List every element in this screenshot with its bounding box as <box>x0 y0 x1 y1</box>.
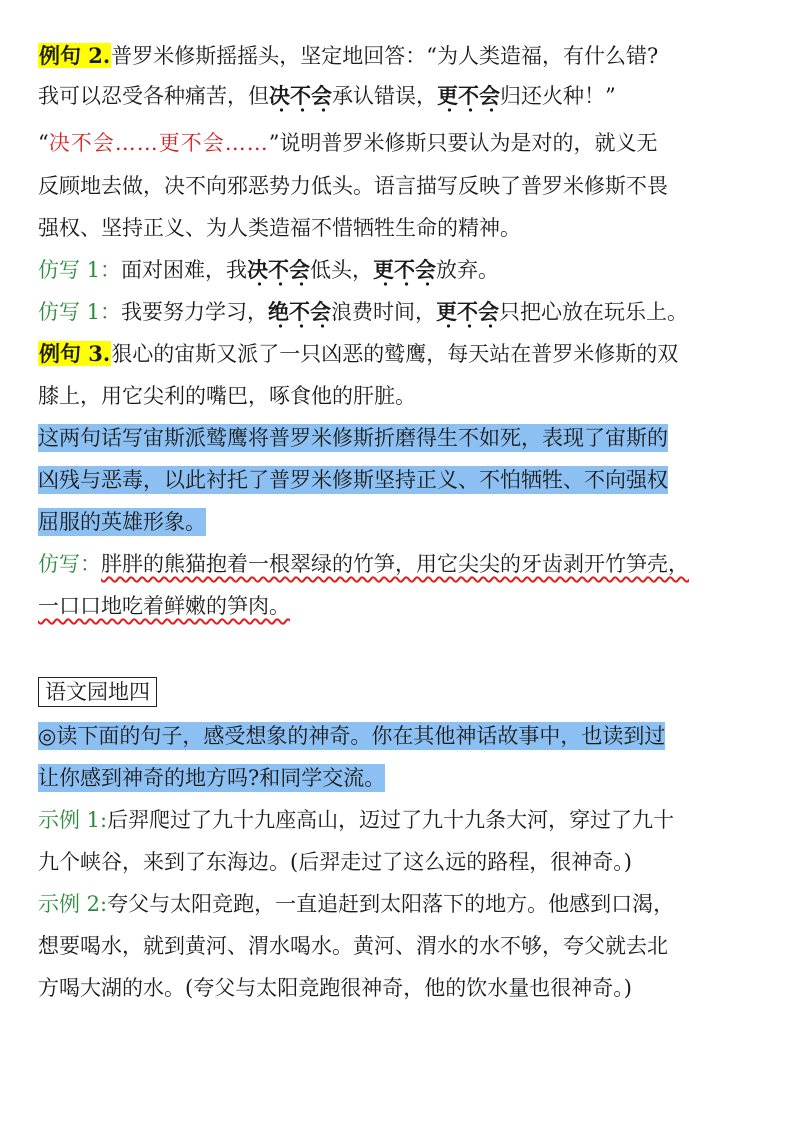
imitation-3-line-2 <box>38 590 290 620</box>
imitation-3-line-1 <box>38 548 689 578</box>
example-2-text-2e: 归还火种！” <box>500 84 616 108</box>
imitation-1-b: 决不会 <box>247 257 311 282</box>
section-title: 语文园地四 <box>38 677 157 707</box>
analysis-3-text-3: 屈服的英雄形象。 <box>38 510 206 534</box>
imitation-1-label: 仿写 1： <box>38 258 122 282</box>
imitation-1-c: 低头， <box>310 258 374 282</box>
example-3-line-1 <box>38 338 678 368</box>
imitation-3-label: 仿写： <box>38 552 101 576</box>
keyword-jue-bu-hui: 决不会 <box>269 83 332 108</box>
sample-2-line-1 <box>38 888 674 918</box>
sample-1-label: 示例 1: <box>38 808 108 832</box>
example-2-line-1 <box>38 40 658 70</box>
sample-2-text-1: 夸父与太阳竞跑，一直追赶到太阳落下的地方。他感到口渴， <box>107 892 675 916</box>
sample-2-line-2: 想要喝水，就到黄河、渭水喝水。黄河、渭水的水不够，夸父就去北 <box>38 934 668 958</box>
example-2-text-1: 普罗米修斯摇摇头，坚定地回答：“为人类造福，有什么错? <box>111 44 659 68</box>
analysis-3-line-1 <box>38 422 668 452</box>
analysis-2-line-3: 强权、坚持正义、为人类造福不惜牺牲生命的精神。 <box>38 216 521 240</box>
example-3-text-1: 狠心的宙斯又派了一只凶恶的鹫鹰，每天站在普罗米修斯的双 <box>111 342 679 366</box>
imitation-2-c: 浪费时间， <box>331 300 437 324</box>
section-prompt-line-2 <box>38 762 385 792</box>
keyword-geng-bu-hui: 更不会 <box>437 83 500 108</box>
example-3-label: 例句 3. <box>39 341 111 366</box>
open-quote: “ <box>38 131 49 155</box>
sample-1-line-1 <box>38 804 674 834</box>
sample-1-text-1: 后羿爬过了九十九座高山，迈过了九十九条大河，穿过了九十 <box>107 808 675 832</box>
imitation-2-a: 我要努力学习， <box>121 300 269 324</box>
imitation-2-b: 绝不会 <box>268 299 332 324</box>
imitation-1 <box>38 254 499 284</box>
imitation-3-text-1: 胖胖的熊猫抱着一根翠绿的竹笋，用它尖尖的牙齿剥开竹笋壳， <box>101 552 689 576</box>
imitation-1-e: 放弃。 <box>436 258 500 282</box>
imitation-2-d: 更不会 <box>436 299 500 324</box>
sample-2-label: 示例 2: <box>38 892 108 916</box>
example-3-line-2: 膝上，用它尖利的嘴巴，啄食他的肝脏。 <box>38 384 416 408</box>
analysis-3-text-1: 这两句话写宙斯派鹫鹰将普罗米修斯折磨得生不如死，表现了宙斯的 <box>38 426 668 450</box>
analysis-3-line-3 <box>38 506 206 536</box>
section-prompt-line-1 <box>38 720 665 750</box>
imitation-3-text-2: 一口口地吃着鲜嫩的笋肉。 <box>38 594 290 618</box>
analysis-3-text-2: 凶残与恶毒，以此衬托了普罗米修斯坚持正义、不怕牺牲、不向强权 <box>38 468 668 492</box>
sample-2-line-3: 方喝大湖的水。(夸父与太阳竞跑很神奇，他的饮水量也很神奇。) <box>38 976 632 1000</box>
imitation-1-d: 更不会 <box>373 257 437 282</box>
example-2-text-2c: 承认错误， <box>332 84 437 108</box>
section-prompt-1: ◎读下面的句子，感受想象的神奇。你在其他神话故事中，也读到过 <box>38 724 666 748</box>
imitation-1-a: 面对困难，我 <box>121 258 248 282</box>
imitation-2-label: 仿写 1： <box>38 300 122 324</box>
section-title-row <box>38 676 157 706</box>
analysis-2-line-1 <box>38 127 657 157</box>
analysis-2-line-2: 反顾地去做，决不向邪恶势力低头。语言描写反映了普罗米修斯不畏 <box>38 174 668 198</box>
section-prompt-2: 让你感到神奇的地方吗?和同学交流。 <box>38 766 386 790</box>
imitation-2 <box>38 296 688 326</box>
example-2-text-2a: 我可以忍受各种痛苦，但 <box>38 84 269 108</box>
example-2-label: 例句 2. <box>39 43 111 68</box>
example-2-line-2 <box>38 80 616 110</box>
imitation-2-e: 只把心放在玩乐上。 <box>499 300 689 324</box>
red-pattern: 决不会……更不会…… <box>48 131 269 155</box>
analysis-2-text-1: ”说明普罗米修斯只要认为是对的，就义无 <box>268 131 658 155</box>
analysis-3-line-2 <box>38 464 668 494</box>
sample-1-line-2: 九个峡谷，来到了东海边。(后羿走过了这么远的路程，很神奇。) <box>38 850 632 874</box>
